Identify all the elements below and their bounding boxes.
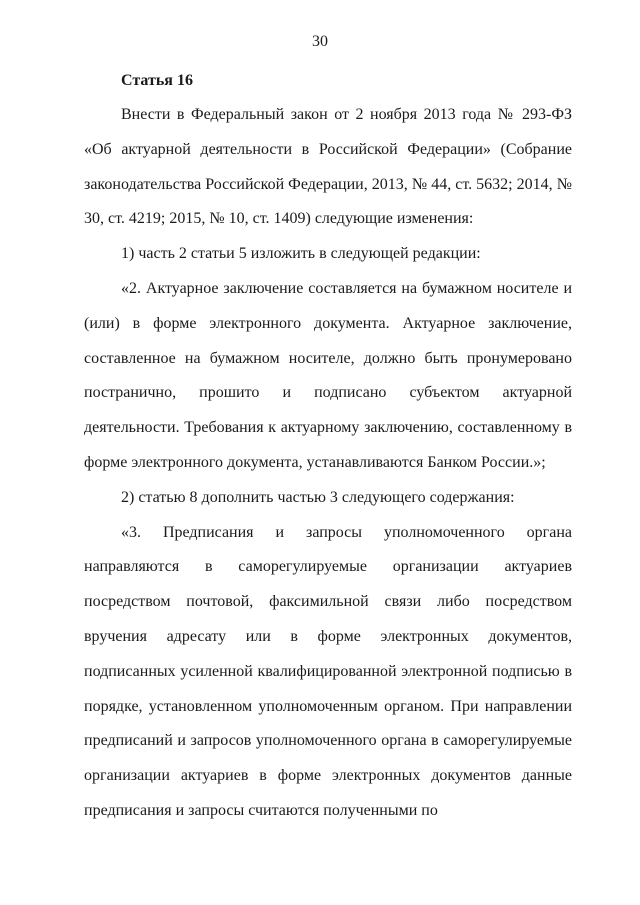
paragraph-intro: Внести в Федеральный закон от 2 ноября 2013 года № 293-ФЗ «Об актуарной деятельности в Российской Федерации» (Собрание законодательства Российской Федерации, 2013, № 44, ст. 5632; 2014, № 30, ст. 4219; 2015, № 10, ст. 1409) следующие изменения:	[84, 106, 572, 228]
paragraph-item-1: 1) часть 2 статьи 5 изложить в следующей редакции:	[121, 245, 481, 263]
page-number: 30	[312, 33, 328, 50]
paragraph-item-2: 2) статью 8 дополнить частью 3 следующего содержания:	[121, 488, 515, 506]
article-body	[84, 98, 572, 829]
article-title: Статья 16	[121, 72, 193, 89]
paragraph-item-2-text: «3. Предписания и запросы уполномоченного органа направляются в саморегулируемые организации актуариев посредством почтовой, факсимильной связи либо посредством вручения адресату или в форме электронных документов, подписанных усиленной квалифицированной электронной подписью в порядке, установленном уполномоченным органом. При направлении предписаний и запросов уполномоченного органа в саморегулируемые организации актуариев в форме электронных документов данные предписания и запросы считаются полученными по	[84, 523, 572, 819]
paragraph-item-1-text: «2. Актуарное заключение составляется на бумажном носителе и (или) в форме электронного документа. Актуарное заключение, составленное на бумажном носителе, должно быть пронумеровано постранично, прошито и подписано субъектом актуарной деятельности. Требования к актуарному заключению, составленному в форме электронного документа, устанавливаются Банком России.»;	[84, 279, 572, 471]
